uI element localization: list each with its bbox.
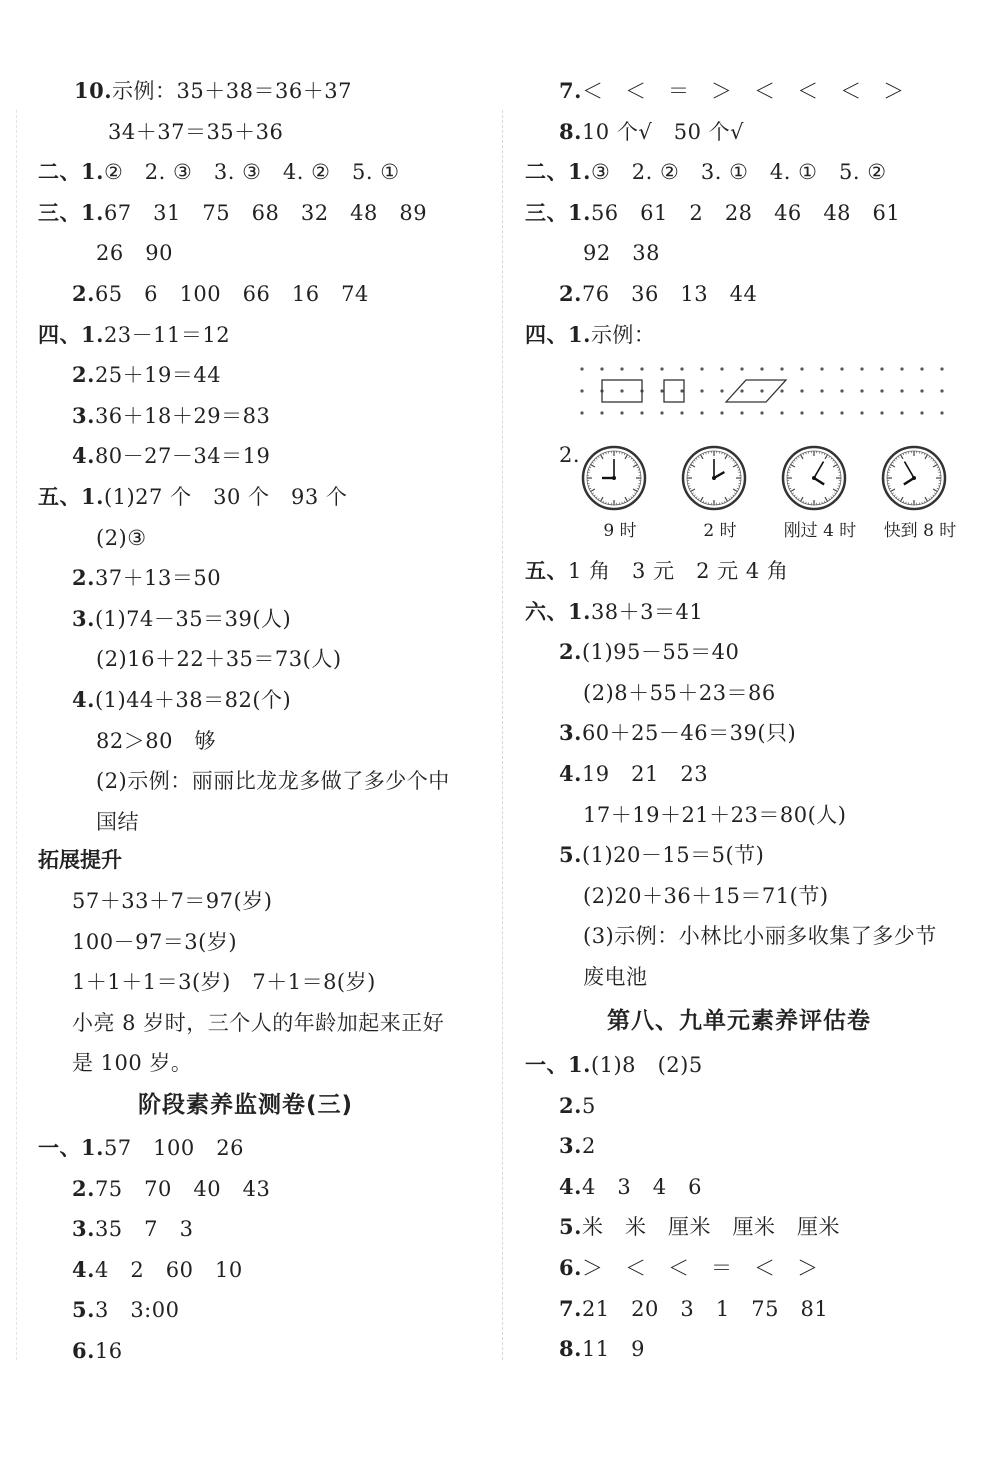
- grid-dot: [740, 367, 743, 370]
- grid-dot: [880, 389, 883, 392]
- grid-dot: [740, 411, 743, 414]
- grid-dot: [780, 389, 783, 392]
- grid-dot: [940, 389, 943, 392]
- clock-face: [683, 447, 745, 509]
- answer-text: 75 70 40 43: [94, 1176, 271, 1201]
- item-number: 四、1.: [525, 321, 591, 347]
- answer-line: [583, 801, 847, 829]
- answer-text: (2)20＋36＋15＝71(节): [583, 883, 829, 908]
- answer-line: 57＋33＋7＝97(岁): [72, 889, 273, 913]
- answer-text: 10 个√ 50 个√: [581, 119, 745, 144]
- answer-text: ② 2. ③ 3. ③ 4. ② 5. ①: [103, 160, 400, 185]
- item-number: 6.: [559, 1255, 582, 1280]
- item-number: 2.: [559, 281, 582, 306]
- answer-text: ＞ ＜ ＜ ＝ ＜ ＞: [581, 1256, 819, 1280]
- item-number: 2.: [72, 1175, 95, 1201]
- answer-line: [583, 679, 776, 707]
- answer-text: (2)16＋22＋35＝73(人): [96, 647, 342, 672]
- answer-line: [559, 1254, 819, 1282]
- column-divider: [502, 110, 503, 1360]
- grid-dot: [580, 389, 583, 392]
- answer-text: 11 9: [581, 1337, 646, 1362]
- answer-line: 1＋1＋1＝3(岁) 7＋1＝8(岁): [72, 970, 376, 995]
- clock-item-number: 2.: [559, 443, 581, 467]
- clock-caption: 快到 8 时: [883, 521, 957, 541]
- answer-text: 67 31 75 68 32 48 89: [103, 200, 428, 225]
- answer-line: [72, 605, 291, 633]
- grid-dot: [900, 389, 903, 392]
- grid-dot: [840, 389, 843, 392]
- answer-line: [559, 1092, 596, 1120]
- item-number: 10.: [74, 78, 113, 103]
- section-title: 阶段素养监测卷(三): [138, 1092, 354, 1118]
- answer-line: [96, 727, 216, 755]
- answer-line: [583, 963, 648, 991]
- answer-text: 34＋37＝35＋36: [108, 119, 284, 144]
- answer-line: [72, 442, 270, 470]
- answer-text: 5: [581, 1093, 596, 1118]
- answer-text: (1)27 个 30 个 93 个: [103, 485, 348, 509]
- answer-line: [525, 158, 887, 186]
- grid-dot: [920, 389, 923, 392]
- grid-dot: [900, 411, 903, 414]
- item-number: 5.: [72, 1297, 95, 1323]
- answer-line: [72, 1296, 179, 1324]
- answer-text: 23－11＝12: [103, 322, 231, 347]
- grid-dot: [660, 411, 663, 414]
- answer-line: [72, 280, 369, 308]
- item-number: 3.: [559, 720, 582, 746]
- answer-text: 米 米 厘米 厘米 厘米: [581, 1215, 841, 1240]
- grid-dot: [720, 367, 723, 370]
- grid-dot: [800, 389, 803, 392]
- item-number: 7.: [559, 1295, 582, 1321]
- grid-dot: [660, 367, 663, 370]
- item-number: 2.: [72, 565, 95, 591]
- answer-line: [96, 524, 147, 552]
- answer-line: [559, 1295, 828, 1323]
- answer-line: [38, 1134, 244, 1162]
- grid-dot: [940, 367, 943, 370]
- grid-dot: [820, 389, 823, 392]
- answer-line: [525, 1051, 703, 1079]
- grid-dot: [680, 389, 683, 392]
- answer-text: (2)③: [96, 525, 147, 550]
- answer-line: [74, 77, 352, 105]
- item-number: 4.: [559, 761, 582, 786]
- answer-text: 26 90: [96, 241, 173, 266]
- answer-line: [583, 922, 937, 950]
- grid-dot: [620, 389, 623, 392]
- answer-text: 19 21 23: [581, 762, 709, 786]
- item-number: 5.: [559, 1214, 582, 1240]
- answer-line: [72, 686, 291, 714]
- answer-line: 是 100 岁。: [72, 1051, 193, 1076]
- grid-dot: [620, 411, 623, 414]
- answer-line: [559, 1213, 840, 1241]
- answer-line: [72, 361, 221, 389]
- answer-text: 4 3 4 6: [581, 1174, 702, 1199]
- clock-faces: [578, 444, 978, 514]
- grid-dot: [880, 367, 883, 370]
- clock-face: [883, 447, 945, 509]
- answer-text: 废电池: [583, 965, 648, 989]
- item-number: 4.: [72, 687, 95, 712]
- grid-dot: [820, 367, 823, 370]
- item-number: 五、: [525, 558, 568, 583]
- item-number: 五、1.: [38, 484, 104, 509]
- grid-dot: [700, 389, 703, 392]
- answer-line: 小亮 8 岁时，三个人的年龄加起来正好: [72, 1010, 445, 1035]
- answer-text: 25＋19＝44: [94, 363, 222, 388]
- grid-dot: [580, 411, 583, 414]
- answer-line: [96, 808, 139, 836]
- item-number: 三、1.: [38, 199, 104, 225]
- answer-line: [72, 402, 270, 430]
- answer-text: (2)示例：丽丽比龙龙多做了多少个中: [96, 769, 450, 794]
- answer-text: 60＋25－46＝39(只): [581, 721, 797, 746]
- answer-line: [72, 1175, 270, 1203]
- answer-line: [559, 118, 744, 146]
- answer-line: [96, 239, 173, 267]
- answer-text: (1)8 (2)5: [590, 1053, 703, 1077]
- item-number: 三、1.: [525, 199, 591, 225]
- clock-caption: 9 时: [603, 521, 637, 541]
- grid-dot: [600, 367, 603, 370]
- answer-text: 国结: [96, 809, 139, 834]
- grid-dot: [760, 389, 763, 392]
- grid-dot: [920, 367, 923, 370]
- answer-text: 80－27－34＝19: [94, 444, 271, 469]
- clock-caption: 刚过 4 时: [783, 521, 857, 541]
- answer-text: 1 角 3 元 2 元 4 角: [568, 559, 789, 583]
- answer-line: [525, 557, 788, 585]
- grid-dot: [780, 367, 783, 370]
- answer-line: [96, 767, 450, 795]
- answer-line: [38, 199, 427, 227]
- answer-text: (1)44＋38＝82(个): [94, 688, 292, 712]
- grid-dot: [680, 411, 683, 414]
- item-number: 4.: [72, 443, 95, 469]
- item-number: 2.: [559, 1092, 582, 1118]
- answer-line: [559, 841, 764, 869]
- answer-text: 4 2 60 10: [94, 1257, 243, 1282]
- answer-line: [108, 118, 283, 146]
- item-number: 8.: [559, 118, 582, 144]
- grid-dot: [740, 389, 743, 392]
- answer-text: 示例：: [590, 322, 656, 347]
- answer-text: ③ 2. ② 3. ① 4. ① 5. ②: [590, 160, 887, 185]
- grid-dot: [860, 389, 863, 392]
- item-number: 二、1.: [38, 159, 104, 185]
- answer-line: [559, 760, 708, 788]
- grid-dot: [640, 411, 643, 414]
- grid-dot: [820, 411, 823, 414]
- answer-text: 35 7 3: [94, 1217, 194, 1242]
- answer-line: [559, 1173, 702, 1201]
- item-number: 4.: [559, 1173, 582, 1199]
- item-number: 5.: [559, 842, 582, 868]
- answer-line: [72, 1256, 243, 1284]
- answer-line: [559, 1132, 596, 1160]
- item-number: 3.: [72, 1216, 95, 1242]
- item-number: 2.: [72, 362, 95, 388]
- answer-line: [525, 598, 703, 626]
- answer-text: (1)74－35＝39(人): [94, 606, 292, 631]
- clock-face: [583, 447, 645, 509]
- grid-dot: [760, 411, 763, 414]
- parallelogram-shape: [726, 380, 786, 402]
- item-number: 二、1.: [525, 159, 591, 185]
- answer-line: [72, 1215, 193, 1243]
- answer-line: 100－97＝3(岁): [72, 929, 238, 954]
- item-number: 一、1.: [525, 1052, 591, 1077]
- grid-dot: [760, 367, 763, 370]
- item-number: 六、1.: [525, 598, 591, 624]
- grid-dot: [720, 389, 723, 392]
- grid-dot: [580, 367, 583, 370]
- answer-line: [559, 719, 796, 747]
- answer-text: (1)20－15＝5(节): [581, 843, 765, 868]
- answer-text: 76 36 13 44: [581, 282, 758, 306]
- grid-dot: [800, 367, 803, 370]
- grid-dot: [700, 411, 703, 414]
- answer-line: [72, 564, 221, 592]
- grid-dot: [620, 367, 623, 370]
- grid-dot: [600, 411, 603, 414]
- answer-line: [559, 280, 757, 308]
- item-number: 一、1.: [38, 1135, 104, 1160]
- answer-text: (2)8＋55＋23＝86: [583, 680, 776, 705]
- answer-text: 36＋18＋29＝83: [94, 403, 271, 428]
- grid-dot: [840, 367, 843, 370]
- grid-dot: [860, 367, 863, 370]
- grid-dot: [880, 411, 883, 414]
- answer-text: 56 61 2 28 46 48 61: [590, 200, 901, 225]
- answer-text: 57 100 26: [103, 1136, 245, 1160]
- item-number: 6.: [72, 1338, 95, 1363]
- grid-dot: [800, 411, 803, 414]
- clock-caption: 2 时: [703, 521, 737, 541]
- item-number: 3.: [72, 605, 95, 631]
- grid-dot: [840, 411, 843, 414]
- answer-text: 16: [94, 1339, 123, 1363]
- grid-dot: [900, 367, 903, 370]
- grid-dot: [920, 411, 923, 414]
- answer-text: (1)95－55＝40: [581, 640, 740, 665]
- grid-dot: [720, 411, 723, 414]
- item-number: 4.: [72, 1256, 95, 1282]
- answer-text: 38＋3＝41: [590, 599, 704, 624]
- answer-text: 17＋19＋21＋23＝80(人): [583, 802, 847, 827]
- grid-dot: [660, 389, 663, 392]
- answer-line: [583, 239, 660, 267]
- answer-text: 示例：35＋38＝36＋37: [112, 79, 352, 103]
- answer-line: [583, 882, 829, 910]
- grid-dot: [640, 367, 643, 370]
- answer-text: 82＞80 够: [96, 728, 216, 753]
- section-heading-expand: 拓展提升: [38, 848, 122, 872]
- answer-text: 2: [581, 1134, 596, 1159]
- answer-line: [38, 158, 400, 186]
- grid-dot: [680, 367, 683, 370]
- item-number: 8.: [559, 1336, 582, 1362]
- page-edge-line: [16, 110, 17, 1360]
- answer-text: 92 38: [583, 241, 660, 266]
- answer-line: [559, 638, 739, 666]
- dot-grid-shapes-figure: [578, 360, 948, 416]
- grid-dot: [780, 411, 783, 414]
- answer-text: 21 20 3 1 75 81: [581, 1296, 829, 1321]
- answer-line: [72, 1337, 123, 1365]
- item-number: 3.: [559, 1133, 582, 1159]
- grid-dot: [940, 411, 943, 414]
- answer-line: [525, 199, 900, 227]
- answer-line: [559, 77, 905, 105]
- answer-line: [525, 321, 655, 349]
- item-number: 7.: [559, 78, 582, 103]
- item-number: 四、1.: [38, 321, 104, 347]
- section-title: 第八、九单元素养评估卷: [607, 1008, 871, 1034]
- grid-dot: [860, 411, 863, 414]
- grid-dot: [700, 367, 703, 370]
- item-number: 2.: [72, 281, 95, 306]
- answer-line: [559, 1335, 645, 1363]
- clocks-row: [578, 444, 978, 518]
- answer-line: [96, 645, 342, 673]
- item-number: 2.: [559, 639, 582, 665]
- answer-text: ＜ ＜ ＝ ＞ ＜ ＜ ＜ ＞: [581, 79, 905, 103]
- clock-face: [783, 447, 845, 509]
- answer-text: 3 3:00: [94, 1298, 180, 1323]
- answer-line: [38, 483, 347, 511]
- item-number: 3.: [72, 402, 95, 428]
- answer-text: (3)示例：小林比小丽多收集了多少节: [583, 924, 937, 949]
- answer-text: 65 6 100 66 16 74: [94, 282, 369, 306]
- answer-text: 37＋13＝50: [94, 566, 222, 591]
- answer-line: [38, 321, 230, 349]
- dot-grid: [580, 367, 943, 414]
